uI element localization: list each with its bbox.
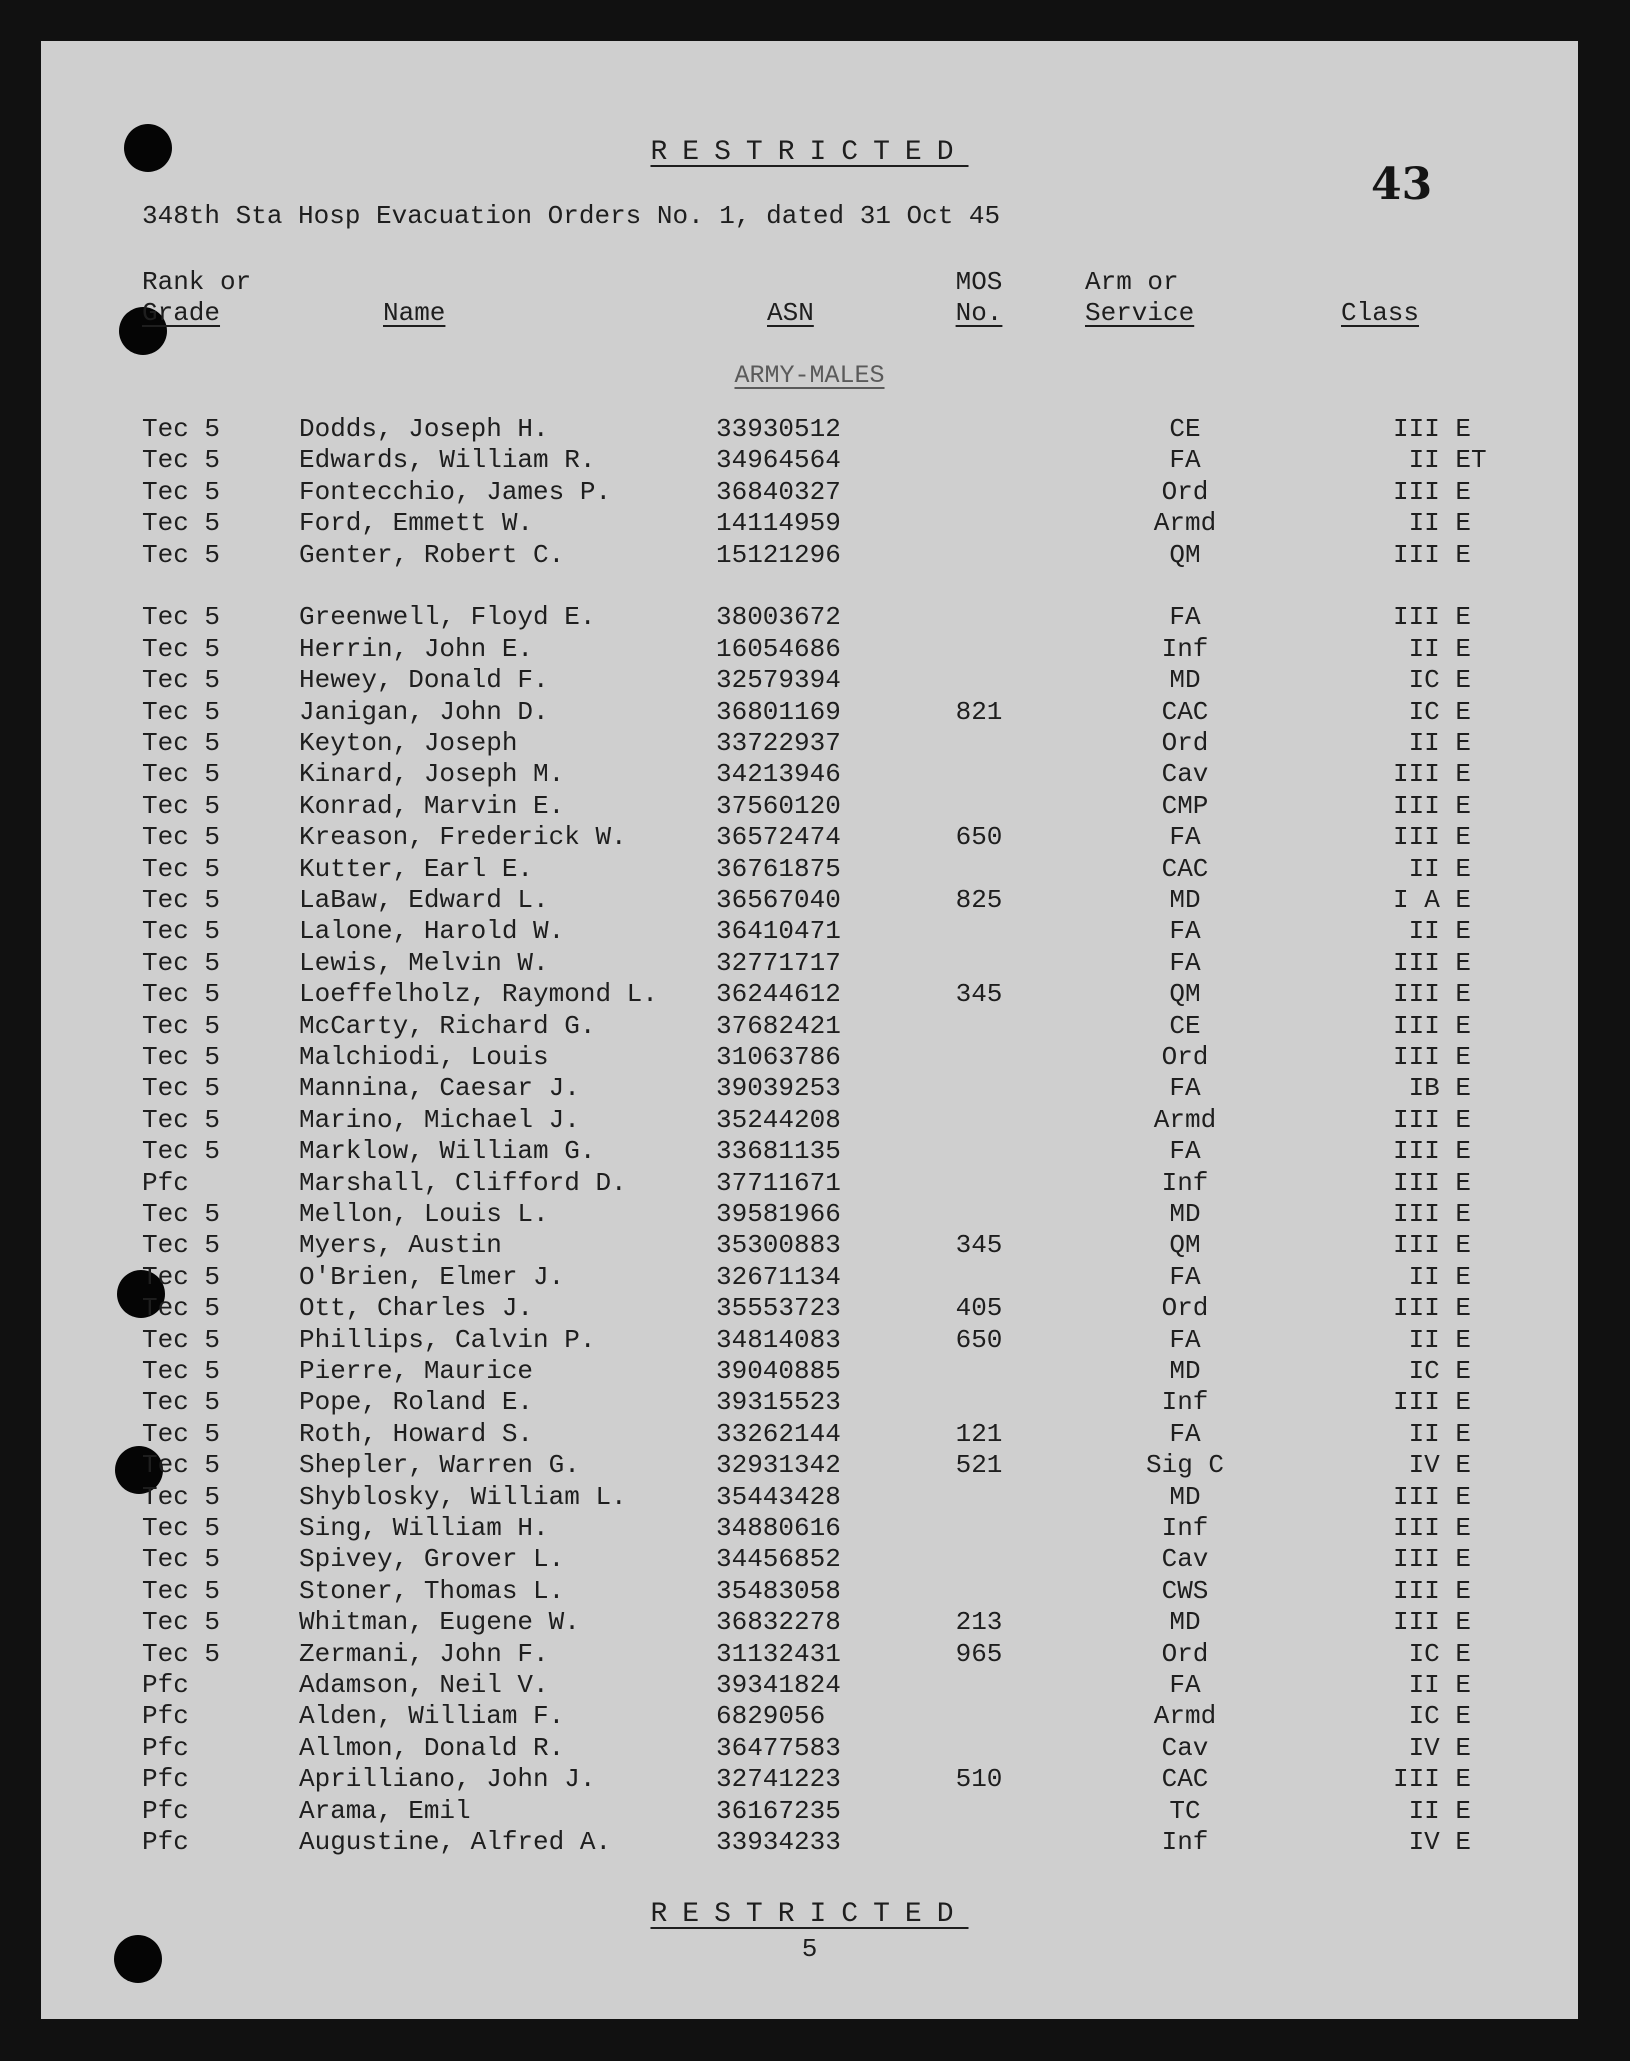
rank-cell: Tec 5 xyxy=(142,1261,221,1292)
rank-cell: Tec 5 xyxy=(142,1199,221,1229)
name-cell: Phillips, Calvin P. xyxy=(299,1324,596,1355)
rank-cell: Tec 5 xyxy=(142,1513,221,1543)
rank-cell: Tec 5 xyxy=(142,1638,221,1669)
rank-cell: Tec 5 xyxy=(142,1481,221,1512)
table-row xyxy=(41,665,1578,696)
arm-cell: Cav xyxy=(1161,1732,1209,1763)
asn-cell: 35443428 xyxy=(716,1481,841,1512)
page-number: 43 xyxy=(1371,159,1433,210)
table-row xyxy=(41,1701,1578,1732)
rank-cell: Tec 5 xyxy=(142,885,221,915)
name-cell: Kinard, Joseph M. xyxy=(299,759,565,790)
asn-cell: 36801169 xyxy=(716,696,841,727)
asn-cell: 36832278 xyxy=(716,1607,841,1638)
class-cell: IV E xyxy=(1408,1827,1471,1857)
asn-cell: 36572474 xyxy=(716,822,841,853)
asn-cell: 32771717 xyxy=(716,947,841,978)
asn-cell: 34814083 xyxy=(716,1324,841,1355)
name-cell: Marklow, William G. xyxy=(299,1136,596,1167)
rank-cell: Pfc xyxy=(142,1167,189,1198)
class-cell: III E xyxy=(1392,822,1471,853)
restricted-footer: RESTRICTED xyxy=(650,1899,969,1930)
arm-cell: CMP xyxy=(1161,790,1209,821)
name-cell: Kutter, Earl E. xyxy=(299,853,534,884)
arm-cell: Cav xyxy=(1161,759,1209,790)
rank-cell: Tec 5 xyxy=(142,1042,221,1072)
document-page xyxy=(41,41,1578,2019)
asn-cell: 36244612 xyxy=(716,979,841,1010)
class-cell: II E xyxy=(1408,1324,1471,1355)
name-cell: Keyton, Joseph xyxy=(299,728,518,758)
class-cell: III E xyxy=(1392,1293,1471,1324)
asn-cell: 14114959 xyxy=(716,508,841,539)
mos-cell: 650 xyxy=(955,822,1003,853)
rank-cell: Tec 5 xyxy=(142,1450,221,1481)
asn-cell: 38003672 xyxy=(716,602,841,633)
class-cell: III E xyxy=(1392,947,1471,978)
arm-cell: Armd xyxy=(1153,1701,1217,1732)
name-cell: Marshall, Clifford D. xyxy=(299,1167,627,1198)
rank-cell: Tec 5 xyxy=(142,1544,221,1575)
arm-cell: FA xyxy=(1169,916,1201,947)
class-suffix-cell: T xyxy=(1471,445,1487,476)
rank-cell: Tec 5 xyxy=(142,1073,221,1104)
asn-cell: 39315523 xyxy=(716,1387,841,1418)
table-row xyxy=(41,1670,1578,1701)
arm-cell: MD xyxy=(1169,1481,1201,1512)
name-cell: Fontecchio, James P. xyxy=(299,476,612,507)
rank-cell: Tec 5 xyxy=(142,633,221,664)
class-cell: II E xyxy=(1408,1418,1471,1449)
asn-cell: 36840327 xyxy=(716,476,841,507)
table-row xyxy=(41,1073,1578,1104)
arm-cell: Ord xyxy=(1161,1638,1209,1669)
table-row xyxy=(41,1576,1578,1607)
arm-cell: Inf xyxy=(1161,1827,1209,1857)
arm-cell: CE xyxy=(1169,1010,1201,1041)
name-cell: Arama, Emil xyxy=(299,1795,471,1826)
section-label: ARMY-MALES xyxy=(734,361,885,390)
class-cell: IC E xyxy=(1408,1356,1471,1386)
mos-cell: 213 xyxy=(955,1607,1003,1638)
name-cell: Sing, William H. xyxy=(299,1513,549,1543)
asn-cell: 39040885 xyxy=(716,1356,841,1386)
name-cell: Kreason, Frederick W. xyxy=(299,822,627,853)
rank-cell: Tec 5 xyxy=(142,508,221,539)
rank-cell: Tec 5 xyxy=(142,853,221,884)
asn-cell: 16054686 xyxy=(716,633,841,664)
class-cell: II E xyxy=(1408,728,1471,758)
table-row xyxy=(41,1356,1578,1387)
rank-cell: Tec 5 xyxy=(142,1356,221,1386)
table-row xyxy=(41,1544,1578,1575)
arm-cell: Ord xyxy=(1161,728,1209,758)
table-row xyxy=(41,1042,1578,1073)
name-cell: Allmon, Donald R. xyxy=(299,1732,565,1763)
asn-cell: 6829056 xyxy=(716,1701,826,1732)
class-cell: IC E xyxy=(1408,1638,1471,1669)
asn-cell: 36477583 xyxy=(716,1732,841,1763)
rank-cell: Tec 5 xyxy=(142,539,221,570)
table-row xyxy=(41,1011,1578,1042)
asn-cell: 36410471 xyxy=(716,916,841,947)
table-row xyxy=(41,759,1578,790)
name-cell: Roth, Howard S. xyxy=(299,1418,534,1449)
rank-cell: Tec 5 xyxy=(142,1418,221,1449)
asn-cell: 15121296 xyxy=(716,539,841,570)
arm-cell: Inf xyxy=(1161,1167,1209,1198)
table-row xyxy=(41,1105,1578,1136)
asn-cell: 34880616 xyxy=(716,1513,841,1543)
name-cell: Genter, Robert C. xyxy=(299,539,565,570)
rank-cell: Tec 5 xyxy=(142,979,221,1010)
rank-cell: Pfc xyxy=(142,1670,189,1700)
table-row xyxy=(41,916,1578,947)
rank-cell: Pfc xyxy=(142,1732,189,1763)
name-column-header: Name xyxy=(383,298,446,328)
table-row xyxy=(41,1262,1578,1293)
arm-cell: MD xyxy=(1169,1199,1201,1229)
class-cell: III E xyxy=(1392,539,1471,570)
name-cell: Greenwell, Floyd E. xyxy=(299,602,596,633)
arm-cell: CAC xyxy=(1161,696,1209,727)
document-title: 348th Sta Hosp Evacuation Orders No. 1, dated 31 Oct 45 xyxy=(142,201,1001,231)
table-row xyxy=(41,540,1578,571)
rank-cell: Tec 5 xyxy=(142,916,221,947)
mos-cell: 121 xyxy=(955,1418,1003,1449)
class-cell: II E xyxy=(1408,853,1471,884)
mos-cell: 510 xyxy=(955,1764,1003,1795)
class-cell: III E xyxy=(1392,790,1471,821)
asn-cell: 39039253 xyxy=(716,1073,841,1104)
arm-cell: FA xyxy=(1169,1261,1201,1292)
class-cell: IC E xyxy=(1408,665,1471,696)
arm-column-header: Arm or Service xyxy=(1085,267,1195,328)
table-row xyxy=(41,791,1578,822)
class-cell: IC E xyxy=(1408,1701,1471,1732)
arm-cell: Cav xyxy=(1161,1544,1209,1575)
name-cell: Shyblosky, William L. xyxy=(299,1481,627,1512)
table-row xyxy=(41,728,1578,759)
name-cell: Whitman, Eugene W. xyxy=(299,1607,580,1638)
asn-cell: 35553723 xyxy=(716,1293,841,1324)
name-cell: Herrin, John E. xyxy=(299,633,534,664)
name-cell: Pope, Roland E. xyxy=(299,1387,534,1418)
name-cell: Malchiodi, Louis xyxy=(299,1042,549,1072)
mos-cell: 521 xyxy=(955,1450,1003,1481)
asn-cell: 35244208 xyxy=(716,1104,841,1135)
rank-column-header: Rank or Grade xyxy=(142,267,252,328)
table-row xyxy=(41,1325,1578,1356)
asn-column-header: ASN xyxy=(767,298,814,328)
class-cell: II E xyxy=(1408,445,1471,476)
arm-cell: Armd xyxy=(1153,1104,1217,1135)
arm-cell: MD xyxy=(1169,1356,1201,1386)
rank-cell: Tec 5 xyxy=(142,822,221,853)
class-cell: III E xyxy=(1392,1575,1471,1606)
arm-cell: CE xyxy=(1169,414,1201,444)
arm-cell: FA xyxy=(1169,445,1201,476)
rank-cell: Tec 5 xyxy=(142,476,221,507)
rank-cell: Pfc xyxy=(142,1827,189,1857)
table-row xyxy=(41,854,1578,885)
arm-cell: MD xyxy=(1169,1607,1201,1638)
class-cell: II E xyxy=(1408,1261,1471,1292)
asn-cell: 36567040 xyxy=(716,885,841,915)
table-row xyxy=(41,414,1578,445)
class-cell: III E xyxy=(1392,979,1471,1010)
asn-cell: 32671134 xyxy=(716,1261,841,1292)
class-cell: IC E xyxy=(1408,696,1471,727)
name-cell: Spivey, Grover L. xyxy=(299,1544,565,1575)
table-row xyxy=(41,1827,1578,1858)
name-cell: Shepler, Warren G. xyxy=(299,1450,580,1481)
mos-cell: 405 xyxy=(955,1293,1003,1324)
name-cell: Hewey, Donald F. xyxy=(299,665,549,696)
class-cell: III E xyxy=(1392,1230,1471,1261)
arm-cell: FA xyxy=(1169,1136,1201,1167)
asn-cell: 31063786 xyxy=(716,1042,841,1072)
name-cell: Aprilliano, John J. xyxy=(299,1764,596,1795)
asn-cell: 37682421 xyxy=(716,1010,841,1041)
class-cell: II E xyxy=(1408,633,1471,664)
arm-cell: Ord xyxy=(1161,1293,1209,1324)
asn-cell: 37560120 xyxy=(716,790,841,821)
name-cell: Konrad, Marvin E. xyxy=(299,790,565,821)
table-row xyxy=(41,1607,1578,1638)
asn-cell: 33681135 xyxy=(716,1136,841,1167)
table-row xyxy=(41,602,1578,633)
arm-cell: FA xyxy=(1169,1418,1201,1449)
table-row xyxy=(41,1513,1578,1544)
name-cell: LaBaw, Edward L. xyxy=(299,885,549,915)
class-cell: III E xyxy=(1392,1199,1471,1229)
arm-cell: Inf xyxy=(1161,1387,1209,1418)
name-cell: Zermani, John F. xyxy=(299,1638,549,1669)
table-row xyxy=(41,508,1578,539)
table-row xyxy=(41,1387,1578,1418)
rank-cell: Pfc xyxy=(142,1701,189,1732)
class-cell: IV E xyxy=(1408,1450,1471,1481)
rank-cell: Tec 5 xyxy=(142,1230,221,1261)
table-row xyxy=(41,1168,1578,1199)
table-row xyxy=(41,1764,1578,1795)
arm-cell: Armd xyxy=(1153,508,1217,539)
arm-cell: CAC xyxy=(1161,853,1209,884)
arm-cell: Inf xyxy=(1161,633,1209,664)
arm-cell: FA xyxy=(1169,947,1201,978)
restricted-header: RESTRICTED xyxy=(650,137,969,168)
name-cell: Adamson, Neil V. xyxy=(299,1670,549,1700)
class-cell: III E xyxy=(1392,1387,1471,1418)
class-cell: III E xyxy=(1392,1042,1471,1072)
asn-cell: 33930512 xyxy=(716,414,841,444)
arm-cell: QM xyxy=(1169,539,1201,570)
rank-cell: Tec 5 xyxy=(142,1607,221,1638)
name-cell: Lalone, Harold W. xyxy=(299,916,565,947)
asn-cell: 33934233 xyxy=(716,1827,841,1857)
table-row xyxy=(41,697,1578,728)
table-row xyxy=(41,885,1578,916)
arm-cell: FA xyxy=(1169,1324,1201,1355)
table-row xyxy=(41,1796,1578,1827)
rank-cell: Tec 5 xyxy=(142,1104,221,1135)
name-cell: Mannina, Caesar J. xyxy=(299,1073,580,1104)
class-cell: I A E xyxy=(1392,885,1471,915)
class-cell: III E xyxy=(1392,1010,1471,1041)
class-cell: IV E xyxy=(1408,1732,1471,1763)
arm-cell: CAC xyxy=(1161,1764,1209,1795)
class-cell: III E xyxy=(1392,1607,1471,1638)
mos-cell: 345 xyxy=(955,979,1003,1010)
footer-page-number: 5 xyxy=(801,1934,818,1964)
table-row xyxy=(41,1639,1578,1670)
asn-cell: 31132431 xyxy=(716,1638,841,1669)
name-cell: Janigan, John D. xyxy=(299,696,549,727)
mos-cell: 825 xyxy=(955,885,1003,915)
rank-cell: Tec 5 xyxy=(142,1136,221,1167)
class-cell: III E xyxy=(1392,1481,1471,1512)
arm-cell: MD xyxy=(1169,665,1201,696)
rank-cell: Tec 5 xyxy=(142,1387,221,1418)
class-cell: III E xyxy=(1392,1544,1471,1575)
mos-cell: 965 xyxy=(955,1638,1003,1669)
class-cell: II E xyxy=(1408,916,1471,947)
name-cell: Pierre, Maurice xyxy=(299,1356,534,1386)
asn-cell: 36167235 xyxy=(716,1795,841,1826)
arm-cell: Ord xyxy=(1161,476,1209,507)
rank-cell: Tec 5 xyxy=(142,759,221,790)
rank-cell: Tec 5 xyxy=(142,1575,221,1606)
arm-cell: FA xyxy=(1169,602,1201,633)
arm-cell: Inf xyxy=(1161,1513,1209,1543)
table-row xyxy=(41,822,1578,853)
arm-cell: MD xyxy=(1169,885,1201,915)
class-cell: III E xyxy=(1392,1513,1471,1543)
name-cell: Marino, Michael J. xyxy=(299,1104,580,1135)
rank-cell: Tec 5 xyxy=(142,728,221,758)
table-row xyxy=(41,979,1578,1010)
arm-cell: FA xyxy=(1169,822,1201,853)
mos-cell: 345 xyxy=(955,1230,1003,1261)
table-row xyxy=(41,1293,1578,1324)
class-cell: II E xyxy=(1408,508,1471,539)
asn-cell: 39341824 xyxy=(716,1670,841,1700)
arm-cell: Ord xyxy=(1161,1042,1209,1072)
class-cell: II E xyxy=(1408,1795,1471,1826)
arm-cell: QM xyxy=(1169,979,1201,1010)
name-cell: Stoner, Thomas L. xyxy=(299,1575,565,1606)
asn-cell: 34456852 xyxy=(716,1544,841,1575)
rank-cell: Tec 5 xyxy=(142,1010,221,1041)
name-cell: Augustine, Alfred A. xyxy=(299,1827,612,1857)
class-column-header: Class xyxy=(1341,298,1420,328)
asn-cell: 32741223 xyxy=(716,1764,841,1795)
name-cell: Dodds, Joseph H. xyxy=(299,414,549,444)
name-cell: Edwards, William R. xyxy=(299,445,596,476)
rank-cell: Tec 5 xyxy=(142,602,221,633)
name-cell: McCarty, Richard G. xyxy=(299,1010,596,1041)
asn-cell: 35300883 xyxy=(716,1230,841,1261)
table-row xyxy=(41,634,1578,665)
table-row xyxy=(41,1136,1578,1167)
rank-cell: Tec 5 xyxy=(142,1293,221,1324)
name-cell: Ford, Emmett W. xyxy=(299,508,534,539)
name-cell: Mellon, Louis L. xyxy=(299,1199,549,1229)
asn-cell: 32931342 xyxy=(716,1450,841,1481)
asn-cell: 39581966 xyxy=(716,1199,841,1229)
arm-cell: TC xyxy=(1169,1795,1201,1826)
asn-cell: 34213946 xyxy=(716,759,841,790)
table-row xyxy=(41,1482,1578,1513)
table-row xyxy=(41,1199,1578,1230)
mos-cell: 821 xyxy=(955,696,1003,727)
name-cell: Loeffelholz, Raymond L. xyxy=(299,979,658,1010)
mos-column-header: MOS No. xyxy=(955,267,1003,328)
rank-cell: Pfc xyxy=(142,1795,189,1826)
rank-cell: Tec 5 xyxy=(142,790,221,821)
class-cell: III E xyxy=(1392,602,1471,633)
class-cell: III E xyxy=(1392,759,1471,790)
asn-cell: 37711671 xyxy=(716,1167,841,1198)
name-cell: Lewis, Melvin W. xyxy=(299,947,549,978)
asn-cell: 32579394 xyxy=(716,665,841,696)
arm-cell: CWS xyxy=(1161,1575,1209,1606)
table-row xyxy=(41,1450,1578,1481)
table-row xyxy=(41,477,1578,508)
class-cell: II E xyxy=(1408,1670,1471,1700)
class-cell: IB E xyxy=(1408,1073,1471,1104)
rank-cell: Tec 5 xyxy=(142,414,221,444)
table-row xyxy=(41,445,1578,476)
rank-cell: Tec 5 xyxy=(142,696,221,727)
class-cell: III E xyxy=(1392,414,1471,444)
class-cell: III E xyxy=(1392,1104,1471,1135)
table-row xyxy=(41,1230,1578,1261)
table-row xyxy=(41,1733,1578,1764)
table-row xyxy=(41,1419,1578,1450)
name-cell: Myers, Austin xyxy=(299,1230,502,1261)
class-cell: III E xyxy=(1392,1136,1471,1167)
arm-cell: FA xyxy=(1169,1670,1201,1700)
name-cell: Ott, Charles J. xyxy=(299,1293,534,1324)
class-cell: III E xyxy=(1392,1167,1471,1198)
class-cell: III E xyxy=(1392,1764,1471,1795)
asn-cell: 36761875 xyxy=(716,853,841,884)
rank-cell: Pfc xyxy=(142,1764,189,1795)
rank-cell: Tec 5 xyxy=(142,665,221,696)
name-cell: O'Brien, Elmer J. xyxy=(299,1261,565,1292)
asn-cell: 33722937 xyxy=(716,728,841,758)
rank-cell: Tec 5 xyxy=(142,947,221,978)
asn-cell: 33262144 xyxy=(716,1418,841,1449)
mos-cell: 650 xyxy=(955,1324,1003,1355)
asn-cell: 35483058 xyxy=(716,1575,841,1606)
asn-cell: 34964564 xyxy=(716,445,841,476)
arm-cell: Sig C xyxy=(1145,1450,1224,1481)
arm-cell: FA xyxy=(1169,1073,1201,1104)
name-cell: Alden, William F. xyxy=(299,1701,565,1732)
rank-cell: Tec 5 xyxy=(142,445,221,476)
table-row xyxy=(41,948,1578,979)
arm-cell: QM xyxy=(1169,1230,1201,1261)
class-cell: III E xyxy=(1392,476,1471,507)
rank-cell: Tec 5 xyxy=(142,1324,221,1355)
